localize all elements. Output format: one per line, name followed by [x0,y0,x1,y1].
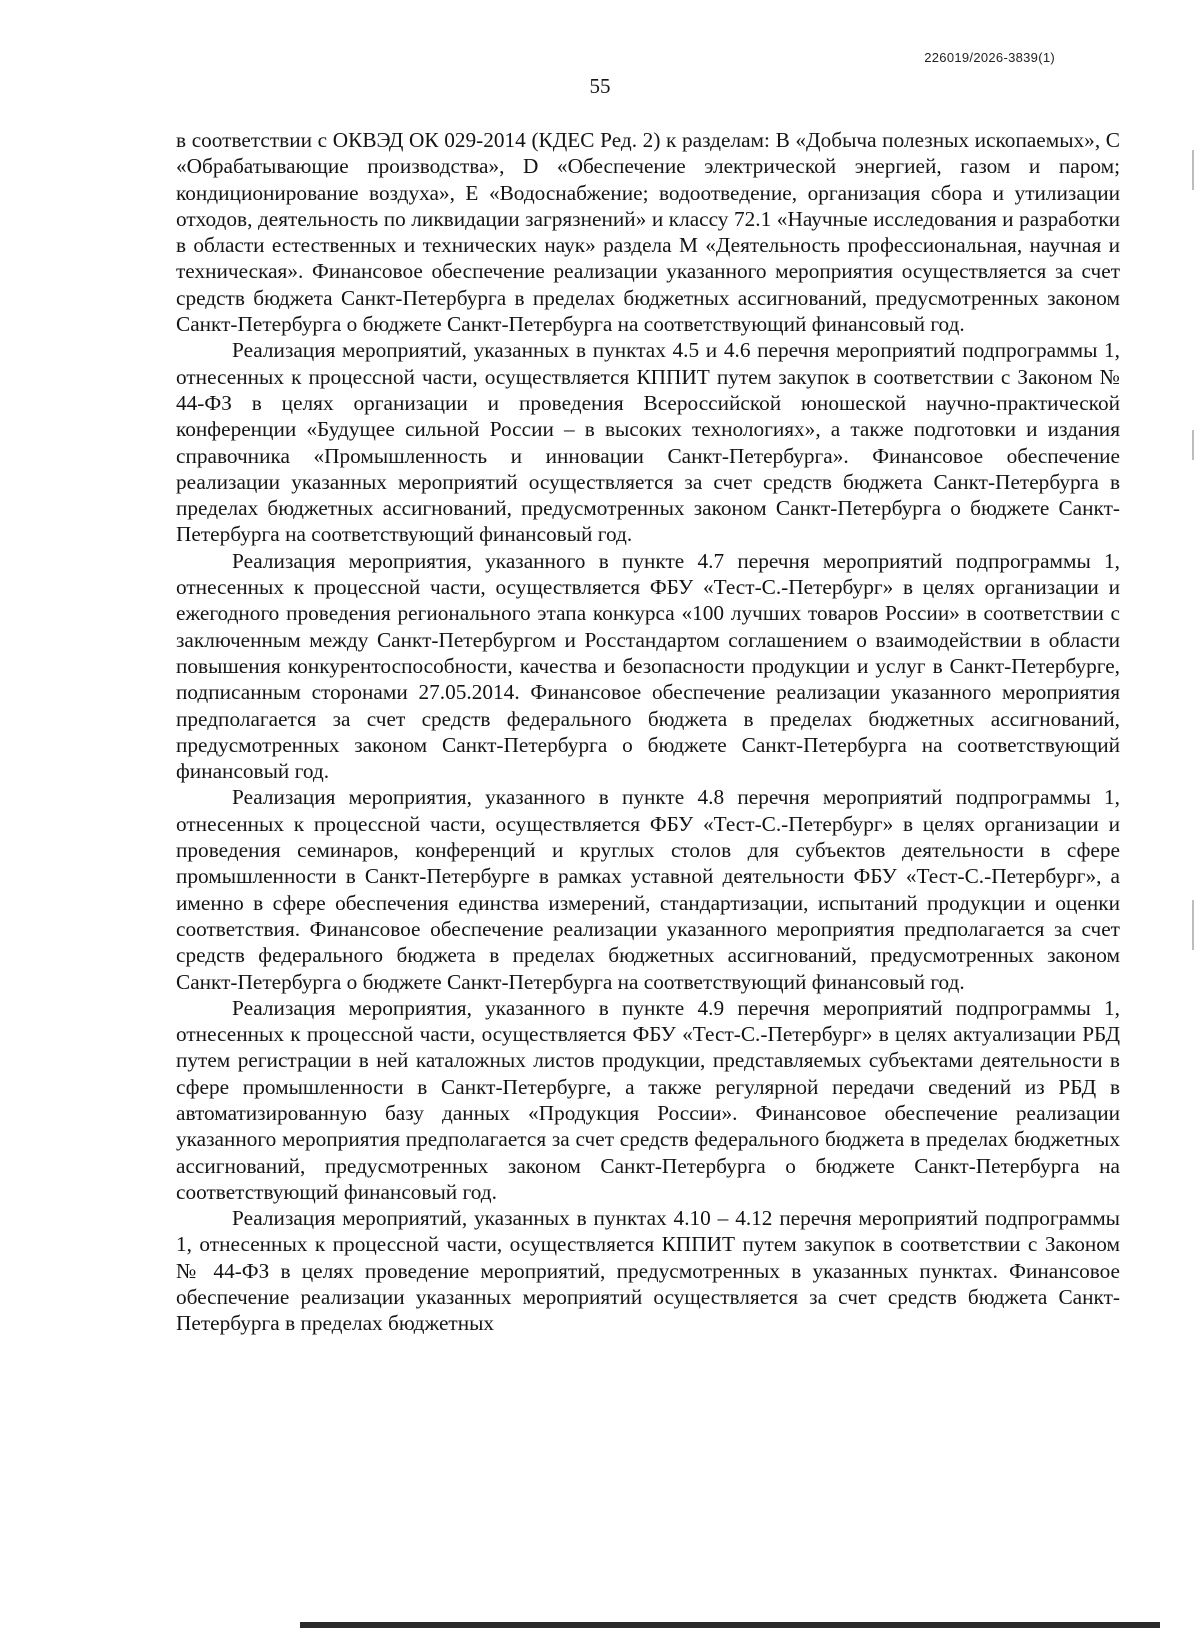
scan-bottom-edge [300,1622,1160,1628]
paragraph-item-4-7: Реализация мероприятия, указанного в пункте 4.7 перечня мероприятий подпрограммы 1, отнесенных к процессной части, осуществляется ФБУ «Тест-С.-Петербург» в целях организации и ежегодного проведения регионального этапа конкурса «100 лучших товаров России» в соответствии с заключенным между Санкт-Петербургом и Росстандартом соглашением о взаимодействии в области повышения конкурентоспособности, качества и безопасности продукции и услуг в Санкт-Петербурге, подписанным сторонами 27.05.2014. Финансовое обеспечение реализации указанного мероприятия предполагается за счет средств федерального бюджета в пределах бюджетных ассигнований, предусмотренных законом Санкт-Петербурга о бюджете Санкт-Петербурга на соответствующий финансовый год. [176,548,1120,784]
paragraph-item-4-8: Реализация мероприятия, указанного в пункте 4.8 перечня мероприятий подпрограммы 1, отнесенных к процессной части, осуществляется ФБУ «Тест-С.-Петербург» в целях организации и проведения семинаров, конференций и круглых столов для субъектов деятельности в сфере промышленности в Санкт-Петербурге в рамках уставной деятельности ФБУ «Тест-С.-Петербург», а именно в сфере обеспечения единства измерений, стандартизации, испытаний продукции и оценки соответствия. Финансовое обеспечение реализации указанного мероприятия предполагается за счет средств федерального бюджета в пределах бюджетных ассигнований, предусмотренных законом Санкт-Петербурга о бюджете Санкт-Петербурга на соответствующий финансовый год. [176,785,1120,994]
scan-edge-mark [1192,150,1194,190]
scan-edge-mark [1192,430,1194,460]
paragraph-okved-sections: в соответствии с ОКВЭД ОК 029-2014 (КДЕС Ред. 2) к разделам: B «Добыча полезных ископаемых», C «Обрабатывающие производства», D «Обеспечение электрической энергией, газом и паром; кондиционирование воздуха», E «Водоснабжение; водоотведение, организация сбора и утилизации отходов, деятельность по ликвидации загрязнений» и классу 72.1 «Научные исследования и разработки в области естественных и технических наук» раздела M «Деятельность профессиональная, научная и техническая». Финансовое обеспечение реализации указанного мероприятия осуществляется за счет средств бюджета Санкт-Петербурга в пределах бюджетных ассигнований, предусмотренных законом Санкт-Петербурга о бюджете Санкт-Петербурга на соответствующий финансовый год. [176,128,1120,337]
paragraph-items-4-5-4-6: Реализация мероприятий, указанных в пунктах 4.5 и 4.6 перечня мероприятий подпрограммы 1, отнесенных к процессной части, осуществляется КППИТ путем закупок в соответствии с Законом № 44-ФЗ в целях организации и проведения Всероссийской юношеской научно-практической конференции «Будущее сильной России – в высоких технологиях», а также подготовки и издания справочника «Промышленность и инновации Санкт-Петербурга». Финансовое обеспечение реализации указанных мероприятий осуществляется за счет средств бюджета Санкт-Петербурга в пределах бюджетных ассигнований, предусмотренных законом Санкт-Петербурга о бюджете Санкт-Петербурга на соответствующий финансовый год. [176,338,1120,547]
page-number: 55 [589,74,611,98]
document-registration-number: 226019/2026-3839(1) [924,50,1055,65]
document-body [176,127,1120,1337]
paragraph-item-4-9: Реализация мероприятия, указанного в пункте 4.9 перечня мероприятий подпрограммы 1, отнесенных к процессной части, осуществляется ФБУ «Тест-С.-Петербург» в целях актуализации РБД путем регистрации в ней каталожных листов продукции, представляемых субъектами деятельности в сфере промышленности в Санкт-Петербурге, а также регулярной передачи сведений из РБД в автоматизированную базу данных «Продукция России». Финансовое обеспечение реализации указанного мероприятия предполагается за счет средств федерального бюджета в пределах бюджетных ассигнований, предусмотренных законом Санкт-Петербурга о бюджете Санкт-Петербурга на соответствующий финансовый год. [176,995,1120,1204]
scan-edge-mark [1192,900,1194,950]
paragraph-items-4-10-4-12: Реализация мероприятий, указанных в пунктах 4.10 – 4.12 перечня мероприятий подпрограммы 1, отнесенных к процессной части, осуществляется КППИТ путем закупок в соответствии с Законом № 44-ФЗ в целях проведение мероприятий, предусмотренных в указанных пунктах. Финансовое обеспечение реализации указанных мероприятий осуществляется за счет средств бюджета Санкт-Петербурга в пределах бюджетных [176,1206,1120,1336]
